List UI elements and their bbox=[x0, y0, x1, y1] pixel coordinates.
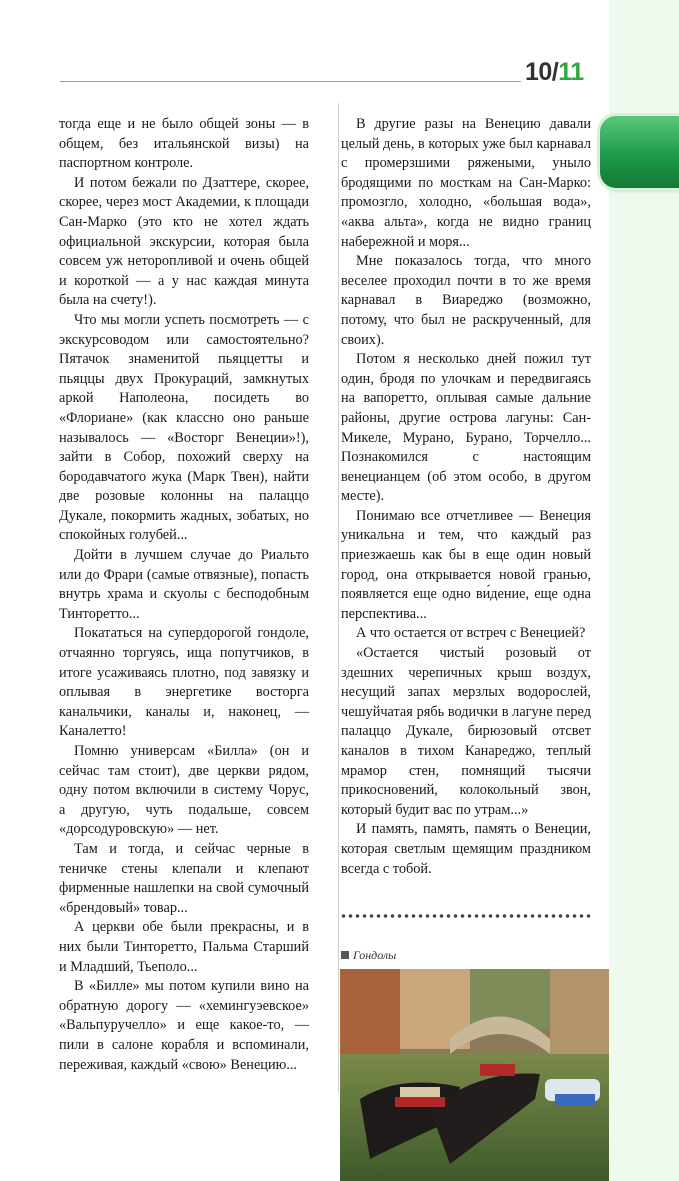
text-column-left bbox=[59, 115, 309, 1075]
paragraph: А церкви обе были прекрасны, и в них были Тинторетто, Пальма Старший и Младший, Тьеполо... bbox=[59, 919, 309, 975]
paragraph: тогда еще и не было общей зоны — в общем, без итальянской визы) на паспортном контроле. bbox=[59, 116, 309, 172]
paragraph: А что остается от встреч с Венецией? bbox=[356, 625, 586, 642]
paragraph: Там и тогда, и сейчас черные в теничке стены клепали и клепают фирменные нашлепки на свой сумочный «брендовый» товар... bbox=[59, 840, 309, 916]
caption-square-icon bbox=[341, 951, 349, 959]
column-divider bbox=[338, 103, 339, 1093]
paragraph: Что мы могли успеть посмотреть — с экскурсоводом или самостоятельно? Пятачок знаменитой пьяццетты и пьяццы двух Прокураций, замкнутых аркой Наполеона, посидеть во «Флориане» (как классно оно раньше называлось — «Восторг Венеции»!), зайти в Собор, похожий сверху на бородавчатого жука (Марк Твен), найти две розовые колонны на палаццо Дукале, покормить жадных, зобатых, но спокойных голубей... bbox=[59, 311, 309, 544]
paragraph: И потом бежали по Дзаттере, скорее, скорее, через мост Академии, к площади Сан-Марко (это кто не хотел ждать официальной экскурсии, которая была совсем уж неторопливой и очень общей и короткой — а у нас каждая минута была на счету!). bbox=[59, 174, 309, 309]
page-current: 10/ bbox=[525, 58, 559, 86]
paragraph: Потом я несколько дней пожил тут один, бродя по улочкам и передвигаясь на вапоретто, оплывая самые дальние районы, другие острова лагуны: Сан-Микеле, Мурано, Бурано, Торчелло... Познакомился с настоящим венецианцем (об этом особо, в другом месте). bbox=[341, 351, 591, 505]
photo-caption bbox=[341, 948, 396, 963]
paragraph: В «Билле» мы потом купили вино на обратную дорогу — «хемингуэевское» «Вальпуручелло» и еще какое-то, — пили в салоне корабля и вспоминали, переживая, каждый «свою» Венецию... bbox=[59, 978, 309, 1073]
section-tab-icon bbox=[600, 116, 679, 188]
paragraph: В другие разы на Венецию давали целый день, в которых уже был карнавал с промерзшими ряжеными, уныло бродящими по мосткам на Сан-Марко: промозгло, холодно, «большая вода», «аква альта», когда не видно границ набережной и моря... bbox=[341, 116, 591, 250]
caption-text: Гондолы bbox=[353, 948, 397, 962]
paragraph: Мне показалось тогда, что много веселее проходил почти в то же время карнавал в Виареджо (возможно, потому, что был не раскрученный, для своих). bbox=[341, 253, 591, 348]
page-number bbox=[525, 58, 584, 87]
paragraph: «Остается чистый розовый от здешних черепичных крыш воздух, несущий запах мерзлых водорослей, чешуйчатая рябь водички в лагуне перед палаццо Дукале, бирюзовый отсвет каналов в тихом Канареджо, теплый мрамор стен, помнящий тысячи прикосновений, колокольный звон, который будит вас по утрам...» bbox=[341, 645, 591, 818]
paragraph: Покататься на супердорогой гондоле, отчаянно торгуясь, ища попутчиков, в итоге усаживаясь плотно, под завязку и оплывая в энергетике восторга канальчики, каналы и, наконец, — Каналетто! bbox=[59, 625, 309, 740]
paragraph: Понимаю все отчетливее — Венеция уникальна и тем, что каждый раз приезжаешь как бы в еще один новый город, она открывается новой гранью, появляется еще одно ви́дение, еще одна перспектива... bbox=[341, 507, 591, 622]
paragraph: Помню универсам «Билла» (он и сейчас там стоит), две церкви рядом, одну потом включили в систему Чорус, а другую, чуть подальше, совсем «дорсодуровскую» — нет. bbox=[59, 743, 309, 838]
page-next: 11 bbox=[558, 58, 584, 86]
text-column-right bbox=[341, 115, 591, 879]
header-rule bbox=[60, 81, 521, 82]
paragraph: И память, память, память о Венеции, которая светлым щемящим праздником всегда с тобой. bbox=[341, 821, 591, 877]
dotted-separator bbox=[340, 913, 592, 919]
gondolas-photo bbox=[340, 969, 609, 1181]
paragraph: Дойти в лучшем случае до Риальто или до Фрари (самые отвязные), попасть внутрь храма и скуолы с бесподобным Тинторетто... bbox=[59, 547, 309, 622]
